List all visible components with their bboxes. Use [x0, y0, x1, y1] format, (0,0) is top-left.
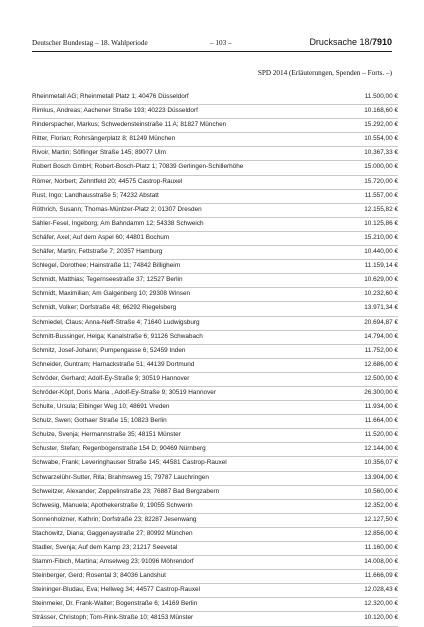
- donor-name-address: Schwesig, Manuela; Apothekerstraße 9; 19055 Schwerin: [32, 501, 193, 509]
- table-row: [32, 443, 398, 457]
- table-row: [32, 345, 398, 359]
- donation-amount: 15.720,00 €: [364, 177, 398, 185]
- donor-name-address: Schwarzelühr-Sutter, Rita; Brahmsweg 15; 79787 Lauchringen: [32, 473, 209, 481]
- donor-name-address: Schröder-Köpf, Doris Maria , Adolf-Ey-Straße 9; 30519 Hannover: [32, 388, 216, 396]
- donation-amount: 10.168,60 €: [364, 107, 398, 115]
- donation-amount: 12.144,00 €: [364, 445, 398, 453]
- table-row: [32, 457, 398, 471]
- donation-amount: 10.629,00 €: [364, 276, 398, 284]
- donation-amount: 10.560,00 €: [364, 487, 398, 495]
- table-row: [32, 232, 398, 246]
- donation-amount: 11.500,00 €: [364, 93, 398, 100]
- table-row: [32, 147, 398, 161]
- donor-name-address: Steininger-Bludau, Eva; Hellweg 34; 44577 Castrop-Rauxel: [32, 586, 201, 594]
- donation-amount: 11.752,00 €: [364, 346, 398, 354]
- table-row: [32, 429, 398, 443]
- donation-amount: 20.694,87 €: [364, 318, 398, 326]
- table-row: [32, 500, 398, 514]
- document-number-id: 7910: [371, 37, 392, 47]
- table-row: [32, 612, 398, 626]
- donation-amount: 10.356,07 €: [364, 459, 398, 467]
- table-row: [32, 542, 398, 556]
- table-row: [32, 556, 398, 570]
- donor-name-address: Schmitz, Josef-Johann; Pumpengasse 6; 52459 Inden: [32, 346, 186, 354]
- donor-name-address: Sahler-Fesel, Ingeborg; Am Bahndamm 12; 54338 Schweich: [32, 219, 204, 227]
- table-row: [32, 161, 398, 175]
- donor-name-address: Schmitt-Bussinger, Helga; Kanalstraße 6; 91126 Schwabach: [32, 332, 203, 340]
- table-row: [32, 204, 398, 218]
- donation-amount: 11.934,00 €: [364, 403, 398, 411]
- table-row: [32, 302, 398, 316]
- donor-name-address: Steinmeier, Dr. Frank-Walter; Bogenstraße 6; 14169 Berlin: [32, 600, 198, 608]
- donor-name-address: Robert Bosch GmbH; Robert-Bosch-Platz 1; 70839 Gerlingen-Schillerhöhe: [32, 163, 244, 171]
- donation-amount: 12.500,00 €: [364, 374, 398, 382]
- donation-amount: 15.292,00 €: [364, 121, 398, 129]
- table-row: [32, 105, 398, 119]
- donor-name-address: Schwabe, Frank; Leveringhauser Straße 145; 44581 Castrop-Rauxel: [32, 459, 227, 467]
- table-row: [32, 570, 398, 584]
- donor-name-address: Rimkus, Andreas; Aachener Straße 193; 40223 Düsseldorf: [32, 107, 198, 115]
- donation-amount: 13.971,34 €: [364, 304, 398, 312]
- document-number-label: Drucksache 18/: [309, 37, 372, 47]
- donation-amount: 10.120,00 €: [364, 614, 398, 622]
- donation-amount: 10.440,00 €: [364, 248, 398, 256]
- table-row: [32, 472, 398, 486]
- donor-name-address: Schulze, Svenja; Hermannstraße 35; 48151 Münster: [32, 431, 181, 439]
- donation-amount: 14.794,00 €: [364, 332, 398, 340]
- table-row: [32, 584, 398, 598]
- donor-name-address: Rust, Ingo; Landhausstraße 5; 74232 Abstatt: [32, 191, 159, 199]
- table-row: [32, 359, 398, 373]
- donation-amount: 11.520,00 €: [364, 431, 398, 439]
- donation-amount: 12.856,00 €: [364, 529, 398, 537]
- donation-amount: 12.155,82 €: [364, 205, 398, 213]
- table-row: [32, 486, 398, 500]
- donor-name-address: Stamm-Fibich, Martina; Amselweg 23; 91096 Möhrendorf: [32, 558, 194, 566]
- donor-name-address: Rivoir, Martin; Söflinger Straße 145; 89077 Ulm: [32, 149, 166, 157]
- donation-amount: 15.210,00 €: [364, 233, 398, 241]
- donation-amount: 12.127,50 €: [364, 515, 398, 523]
- donor-name-address: Schmiedel, Claus; Anna-Neff-Straße 4; 71640 Ludwigsburg: [32, 318, 200, 326]
- table-row: [32, 373, 398, 387]
- table-row: [32, 598, 398, 612]
- document-number: [309, 37, 392, 47]
- donation-amount: 11.666,09 €: [364, 572, 398, 580]
- donation-amount: 12.028,43 €: [364, 586, 398, 594]
- donor-name-address: Röthrich, Susann; Thomas-Müntzer-Platz 2; 01307 Dresden: [32, 205, 202, 213]
- table-row: [32, 218, 398, 232]
- donation-amount: 10.554,00 €: [364, 135, 398, 143]
- donation-amount: 10.125,86 €: [364, 219, 398, 227]
- page-header: [32, 39, 392, 55]
- table-row: [32, 387, 398, 401]
- table-row: [32, 528, 398, 542]
- donation-amount: 12.352,00 €: [364, 501, 398, 509]
- table-row: [32, 317, 398, 331]
- donor-name-address: Schlegel, Dorothee; Hainstraße 11; 74842 Billigheim: [32, 262, 181, 270]
- donation-amount: 10.232,60 €: [364, 290, 398, 298]
- donor-name-address: Schröder, Gerhard; Adolf-Ey-Straße 9; 30519 Hannover: [32, 374, 190, 382]
- table-row: [32, 133, 398, 147]
- table-row: [32, 415, 398, 429]
- donation-amount: 12.686,00 €: [364, 360, 398, 368]
- table-row: [32, 119, 398, 133]
- donation-table: [32, 91, 398, 627]
- donor-name-address: Schäfer, Martin; Fettstraße 7; 20357 Hamburg: [32, 248, 163, 256]
- section-heading: SPD 2014 (Erläuterungen, Spenden – Forts. –): [257, 69, 392, 77]
- publication-title: Deutscher Bundestag – 18. Wahlperiode: [32, 39, 148, 47]
- donor-name-address: Ritter, Florian; Rohrsängerplatz 8; 81249 München: [32, 135, 176, 143]
- donation-amount: 26.300,00 €: [364, 388, 398, 396]
- table-row: [32, 260, 398, 274]
- donor-name-address: Schäfer, Axel; Auf dem Aspel 60; 44801 Bochum: [32, 233, 170, 241]
- donor-name-address: Schuster, Stefan; Regenbogenstraße 154 D; 90469 Nürnberg: [32, 445, 206, 453]
- donor-name-address: Schweitzer, Alexander; Zeppelinstraße 23; 76887 Bad Bergzabern: [32, 487, 220, 495]
- page-number: – 103 –: [210, 39, 232, 47]
- donor-name-address: Rinderspacher, Markus; Schwedensteinstraße 11 A; 81827 München: [32, 121, 227, 129]
- table-row: [32, 176, 398, 190]
- donation-amount: 11.159,14 €: [364, 262, 398, 270]
- donor-name-address: Stachowitz, Diana; Gaggenaystraße 27; 80992 München: [32, 529, 193, 537]
- table-row: [32, 91, 398, 105]
- donor-name-address: Schmidt, Maximilian; Am Galgenberg 10; 29308 Winsen: [32, 290, 191, 298]
- donor-name-address: Römer, Norbert; Zehntfeld 20; 44575 Castrop-Rauxel: [32, 177, 183, 185]
- donation-amount: 15.000,00 €: [364, 163, 398, 171]
- donor-name-address: Schneider, Guntram; Harnackstraße 51; 44139 Dortmund: [32, 360, 195, 368]
- table-row: [32, 401, 398, 415]
- donation-amount: 13.904,00 €: [364, 473, 398, 481]
- donor-name-address: Stadler, Svenja; Auf dem Kamp 23; 21217 Seevetal: [32, 544, 178, 551]
- donation-amount: 10.367,33 €: [364, 149, 398, 157]
- donation-amount: 14.008,00 €: [364, 558, 398, 566]
- donor-name-address: Rheinmetall AG; Rheinmetall Platz 1; 40476 Düsseldorf: [32, 93, 189, 100]
- donation-amount: 11.557,00 €: [364, 191, 398, 199]
- table-row: [32, 288, 398, 302]
- donation-amount: 11.160,00 €: [364, 544, 398, 551]
- donor-name-address: Schulte, Ursula; Elbinger Weg 10; 48691 Vreden: [32, 403, 170, 411]
- donor-name-address: Strässer, Christoph; Tom-Rink-Straße 10; 48153 Münster: [32, 614, 194, 622]
- table-row: [32, 274, 398, 288]
- table-row: [32, 190, 398, 204]
- table-row: [32, 246, 398, 260]
- donor-name-address: Schulz, Swen; Gothaer Straße 15; 10823 Berlin: [32, 417, 167, 425]
- donor-name-address: Sonnenholzner, Kathrin; Dorfstraße 23; 82287 Jesenwang: [32, 515, 197, 523]
- table-row: [32, 331, 398, 345]
- donation-amount: 12.320,00 €: [364, 600, 398, 608]
- donor-name-address: Schmidt, Matthias; Tegernseestraße 37; 12527 Berlin: [32, 276, 183, 284]
- header-rule: [32, 51, 392, 52]
- donation-amount: 11.664,00 €: [364, 417, 398, 425]
- donor-name-address: Schmidt, Volker; Dorfstraße 48; 66292 Riegelsberg: [32, 304, 177, 312]
- table-row: [32, 514, 398, 528]
- donor-name-address: Steinberger, Gerd; Rosental 3; 84036 Landshut: [32, 572, 166, 580]
